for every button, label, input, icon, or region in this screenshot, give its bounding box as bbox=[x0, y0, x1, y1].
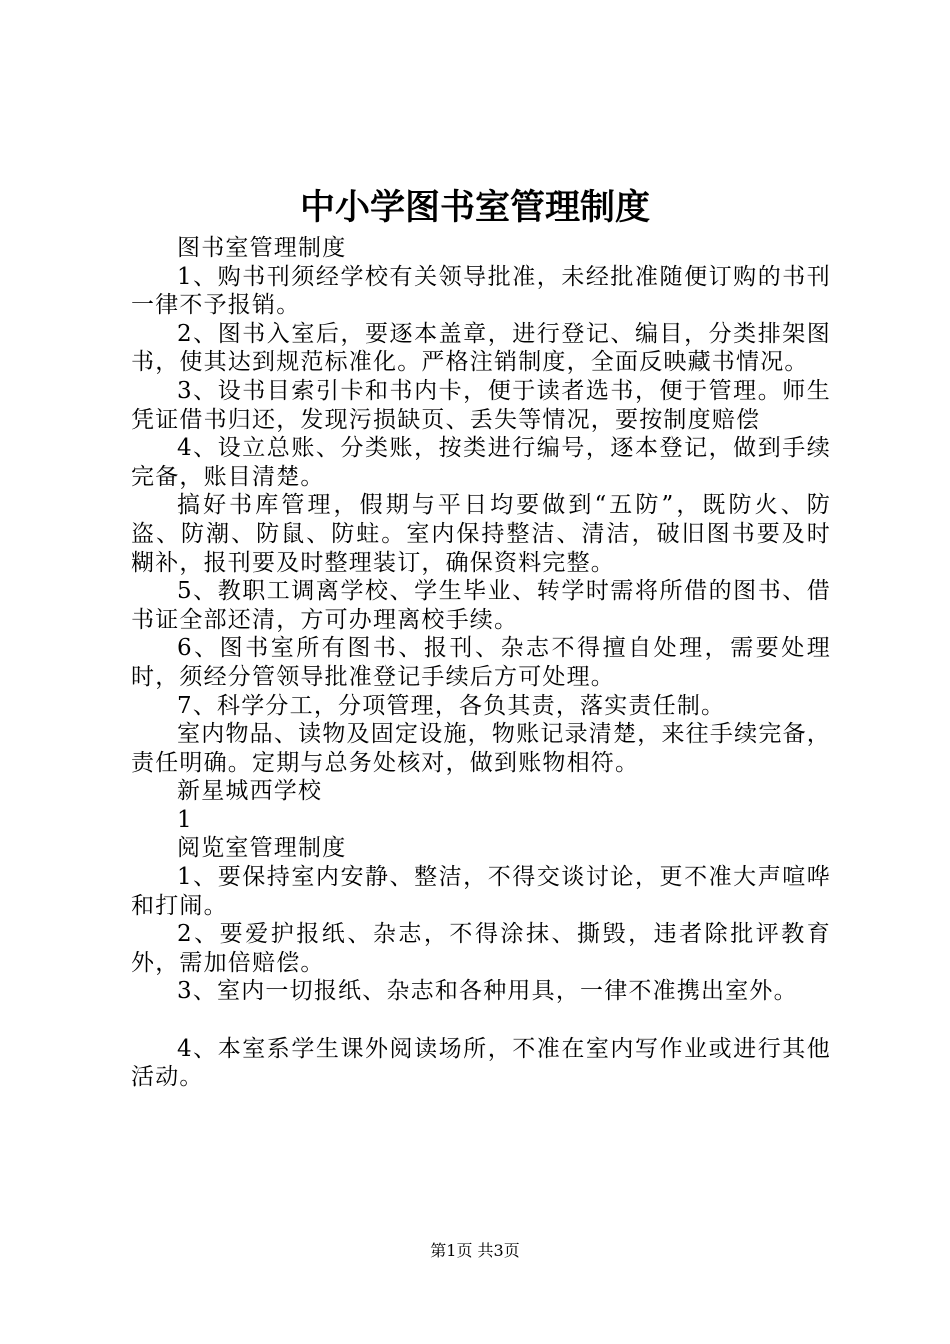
paragraph-school-name: 新星城西学校 bbox=[177, 778, 323, 805]
paragraph-reading-rule-3: 3、室内一切报纸、杂志和各种用具，一律不准携出室外。 bbox=[177, 978, 798, 1005]
paragraph-rule-1: 1、购书刊须经学校有关领导批准，未经批准随便订购的书刊一律不予报销。 bbox=[131, 263, 831, 319]
paragraph-reading-rule-4: 4、本室系学生课外阅读场所，不准在室内写作业或进行其他活动。 bbox=[131, 1035, 831, 1091]
paragraph-reading-rule-2: 2、要爱护报纸、杂志，不得涂抹、撕毁，违者除批评教育外，需加倍赔偿。 bbox=[131, 921, 831, 976]
paragraph-storage: 搞好书库管理，假期与平日均要做到“五防”，既防火、防盗、防潮、防鼠、防蛀。室内保持整洁、清洁，破旧图书要及时糊补，报刊要及时整理装订，确保资料完整。 bbox=[131, 492, 831, 576]
paragraph-reading-room-heading: 阅览室管理制度 bbox=[177, 835, 347, 862]
paragraph-rule-4: 4、设立总账、分类账，按类进行编号，逐本登记，做到手续完备，账目清楚。 bbox=[131, 435, 831, 490]
paragraph-rule-3: 3、设书目索引卡和书内卡，便于读者选书，便于管理。师生凭证借书归还，发现污损缺页、丢失等情况，要按制度赔偿 bbox=[131, 377, 831, 433]
paragraph-rule-5: 5、教职工调离学校、学生毕业、转学时需将所借的图书、借书证全部还清，方可办理离校手续。 bbox=[131, 578, 831, 633]
paragraph-library-heading: 图书室管理制度 bbox=[177, 235, 347, 261]
paragraph-rule-7: 7、科学分工，分项管理，各负其责，落实责任制。 bbox=[177, 692, 726, 719]
paragraph-rule-6: 6、图书室所有图书、报刊、杂志不得擅自处理，需要处理时，须经分管领导批准登记手续后方可处理。 bbox=[131, 635, 831, 690]
paragraph-reading-rule-1: 1、要保持室内安静、整洁，不得交谈讨论，更不准大声喧哗和打闹。 bbox=[131, 864, 831, 919]
paragraph-property: 室内物品、读物及固定设施，物账记录清楚，来往手续完备，责任明确。定期与总务处核对，做到账物相符。 bbox=[131, 721, 831, 776]
document-body bbox=[131, 234, 831, 1092]
paragraph-rule-2: 2、图书入室后，要逐本盖章，进行登记、编目，分类排架图书，使其达到规范标准化。严格注销制度，全面反映藏书情况。 bbox=[131, 320, 831, 376]
page-footer: 第1页 共3页 bbox=[430, 1241, 520, 1260]
document-title: 中小学图书室管理制度 bbox=[299, 187, 650, 228]
paragraph-number: 1 bbox=[177, 806, 193, 833]
